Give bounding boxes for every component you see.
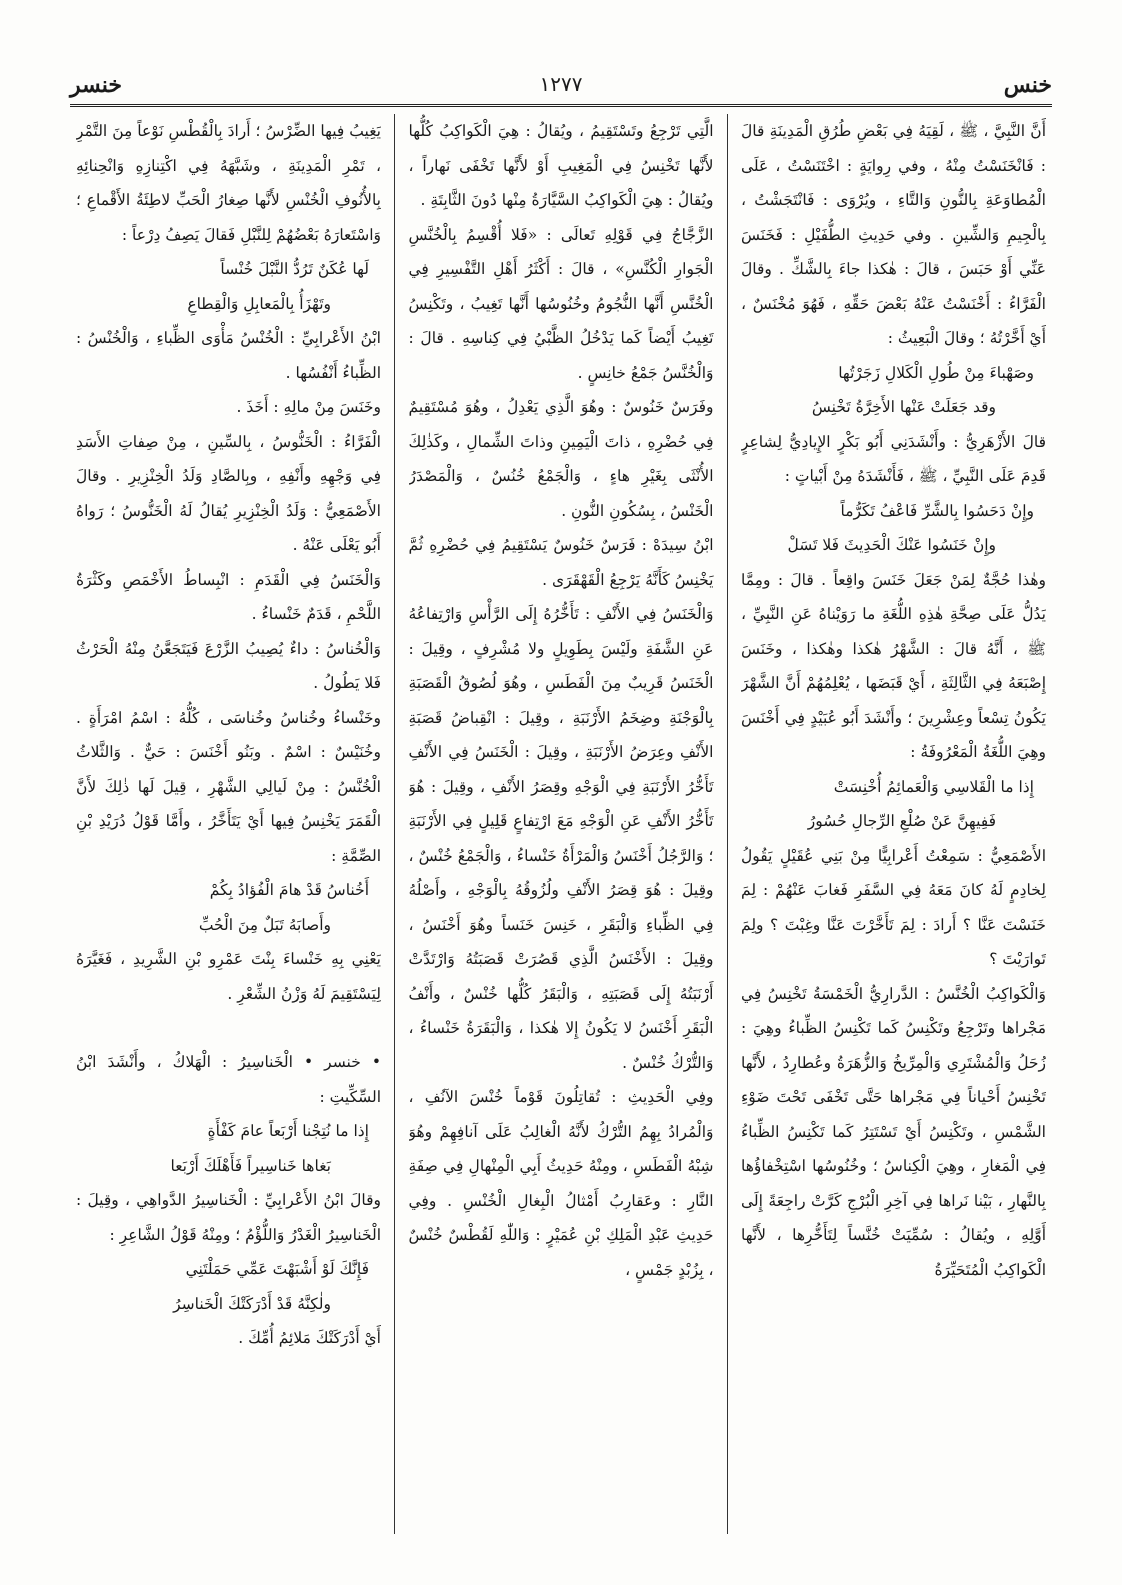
verse-line: وأَصابَهُ تَبَلٌ مِنَ الْحُبِّ [198, 915, 331, 934]
column-divider-left [394, 114, 395, 1534]
page-number: ١٢٧٧ [539, 72, 583, 96]
verse-line: ولٰكِنَّهُ قَدْ أَدْرَكَتْكَ الْخَناسِرُ [173, 1294, 331, 1313]
paragraph: وقالَ ابْنُ الأَعْرابِيِّ : الْخَناسِيرُ الدَّواهِي ، وقِيلَ : الْخَناسِيرُ الْغَدْرُ وَاللُّؤْمُ ؛ ومِنْهُ قَوْلُ الشَّاعِرِ : [76, 1191, 381, 1244]
paragraph: وخَنْساءُ وخُناسُ وخُناسَى ، كُلُّهُ : اسْمُ امْرَأَةٍ . وخُنَيْسٌ : اسْمٌ . وبَنُو أَخْنَسَ : حَيٌّ . وَالثَّلاثُ الْخُنَّسُ : مِنْ لَيالِي الشَّهْرِ ، قِيلَ لَها ذٰلِكَ لأَنَّ الْقَمَرَ يَخْنِسُ فِيها أَيْ يَتَأَخَّرُ ، وأَمَّا قَوْلُ دُرَيْدِ بْنِ الصِّمَّةِ : [76, 708, 381, 865]
paragraph: وَالْخَنَسُ فِي الأَنْفِ : تَأَخُّرُهُ إِلَى الرَّأْسِ وَارْتِفاعُهُ عَنِ الشَّفَةِ ولَيْسَ بِطَوِيلٍ ولا مُشْرِفٍ ، وقِيلَ : الْخَنَسُ قَرِيبٌ مِنَ الْفَطَسِ ، وهُوَ لُصُوقُ الْقَصَبَةِ بِالْوَجْنَةِ وضِخَمُ الأَرْنَبَةِ ، وقِيلَ : انْقِباضُ قَصَبَةِ الأَنْفِ وعِرَضُ الأَرْنَبَةِ ، وقِيلَ : الْخَنَسُ فِي الأَنْفِ تَأَخُّرُ الأَرْنَبَةِ فِي الْوَجْهِ وقِصَرُ الأَنْفِ ، وقِيلَ : هُوَ تَأَخُّرُ الأَنْفِ عَنِ الْوَجْهِ مَعَ ارْتِفاعٍ قَلِيلٍ فِي الأَرْنَبَةِ ؛ وَالرَّجُلُ أَخْنَسُ وَالْمَرْأَةُ خَنْساءُ ، وَالْجَمْعُ خُنْسٌ ، وقِيلَ : هُوَ قِصَرُ الأَنْفِ ولُزُوقُهُ بِالْوَجْهِ ، وأَصْلُهُ فِي الظِّباءِ وَالْبَقَرِ ، خَنِسَ خَنَساً وهُوَ أَخْنَسُ ، وقِيلَ : الأَخْنَسُ الَّذِي قَصُرَتْ قَصَبَتُهُ وَارْتَدَّتْ أَرْنَبَتُهُ إِلَى قَصَبَتِهِ ، وَالْبَقَرُ كُلُّها خُنْسٌ ، وأَنْفُ الْبَقَرِ أَخْنَسُ لا يَكُونُ إِلا هٰكذا ، وَالْبَقَرَةُ خَنْساءُ ، وَالتُّرْكُ خُنْسٌ . [408, 605, 714, 1072]
column-right [741, 114, 1046, 1534]
header-root-word-right: خنس [1003, 72, 1052, 98]
column-divider-right [727, 114, 728, 1534]
text-columns [76, 114, 1046, 1534]
verse-line: وقد جَعَلَتْ عَنْها الأَخِرَّةُ تَخْنِسُ [811, 398, 996, 416]
verse-line: أَخُناسُ قَدْ هامَ الْفُؤادُ بِكُمْ [209, 881, 369, 899]
paragraph: • خنسر • الْخَناسِيرُ : الْهَلاكُ ، وأَنْشَدَ ابْنُ السِّكِّيتِ : [76, 1053, 381, 1106]
verse-line: إِذا ما الْقَلاسِي وَالْعَمائِمُ أُخْنِسَتْ [833, 777, 1034, 796]
column-middle [409, 114, 714, 1534]
paragraph: قالَ الأَزْهَرِيُّ : وأَنْشَدَنِي أَبُو بَكْرٍ الإِيادِيُّ لِشاعِرٍ قَدِمَ عَلَى النَّبِيِّ ، ﷺ ، فَأَنْشَدَهُ مِنْ أَبْياتٍ : [741, 432, 1046, 485]
paragraph: يَعْنِي بِهِ خَنْساءَ بِنْتَ عَمْرِو بْنِ الشَّرِيدِ ، فَغَيَّرَهُ لِيَسْتَقِيمَ لَهُ وَزْنُ الشِّعْرِ . [76, 950, 381, 1003]
verse-line: لَها عُكَنٌ تَرُدُّ النَّبْلَ خُنْساً [220, 260, 369, 278]
paragraph: الزَّجَّاجُ فِي قَوْلِهِ تَعالَى : «فَلا أُقْسِمُ بِالْخُنَّسِ الْجَوارِ الْكُنَّسِ» ، قالَ : أَكْثَرُ أَهْلِ التَّفْسِيرِ فِي الْخُنَّسِ أَنَّها النُّجُومُ وخُنُوسُها أَنَّها تَغِيبُ ، وتَكْنِسُ تَغِيبُ أَيْضاً كَما يَدْخُلُ الظَّبْيُ فِي كِناسِهِ . قالَ : وَالْخُنَّسُ جَمْعُ خانِسٍ . [408, 225, 714, 382]
paragraph: وَالْخَنَسُ فِي الْقَدَمِ : انْبِساطُ الأَخْمَصِ وكَثْرَةُ اللَّحْمِ ، قَدَمٌ خَنْساءُ . [76, 570, 381, 623]
paragraph: الْفَرَّاءُ : الْخَنُّوسُ ، بِالسِّينِ ، مِنْ صِفاتِ الأَسَدِ فِي وَجْهِهِ وأَنْفِهِ ، وبِالصَّادِ وَلَدُ الْخِنْزِيرِ . وقالَ الأَصْمَعِيُّ : وَلَدُ الْخِنْزِيرِ يُقالُ لَهُ الْخَنُّوسُ ؛ رَواهُ أَبُو يَعْلَى عَنْهُ . [76, 432, 381, 554]
verse-line: وتَهْزَأُ بِالْمَعابِلِ وَالْقِطاعِ [187, 294, 331, 313]
verse-line: بَغاها خَناسِيراً فَأَهْلَكَ أَرْبَعا [170, 1156, 331, 1175]
paragraph: وَالْكَواكِبُ الْخُنَّسُ : الدَّرارِيُّ الْخَمْسَةُ تَخْنِسُ فِي مَجْراها وتَرْجِعُ وتَكْنِسُ كَما تَكْنِسُ الظِّباءُ وهِيَ : زُحَلُ وَالْمُشْتَرِي وَالْمِرِّيخُ وَالزُّهَرَةُ وعُطارِدُ ، لأَنَّها تَخْنِسُ أَحْياناً فِي مَجْراها حَتَّى تَخْفَى تَحْتَ ضَوْءِ الشَّمْسِ ، وتَكْنِسُ أَيْ تَسْتَتِرُ كَما تَكْنِسُ الظِّباءُ فِي الْمَغارِ ، وهِيَ الْكِناسُ ؛ وخُنُوسُها اسْتِخْفاؤُها بِالنَّهارِ ، بَيْنا نَراها فِي آخِرِ الْبُرْجِ كَرَّتْ راجِعَةً إِلَى أَوَّلِهِ ، ويُقالُ : سُمِّيَتْ خُنَّساً لِتَأَخُّرِها ، لأَنَّها الْكَواكِبُ الْمُتَحَيِّرَةُ [741, 984, 1046, 1279]
header-rule [70, 104, 1052, 107]
paragraph: ابْنُ سِيدَهْ : فَرَسٌ خَنُوسٌ يَسْتَقِيمُ فِي حُضْرِهِ ثُمَّ يَخْنِسُ كَأَنَّهُ يَرْجِعُ الْقَهْقَرَى . [408, 536, 714, 589]
paragraph: الَّتِي تَرْجِعُ وتَسْتَقِيمُ ، ويُقالُ : هِيَ الْكَواكِبُ كُلُّها لأَنَّها تَخْنِسُ فِي الْمَغِيبِ أَوْ لأَنَّها تَخْفَى نَهاراً ، ويُقالُ : هِيَ الْكَواكِبُ السَّيَّارَةُ مِنْها دُونَ الثَّابِتَةِ . [408, 122, 714, 209]
verse-line: وإِنْ خَنَسُوا عَنْكَ الْحَدِيثَ فَلا تَسَلْ [787, 536, 996, 554]
entry-separator [76, 1011, 381, 1045]
column-left [76, 114, 381, 1534]
paragraph: وهٰذا حُجَّةٌ لِمَنْ جَعَلَ خَنَسَ واقِعاً . قالَ : ومِمَّا يَدُلُّ عَلَى صِحَّةِ هٰذِهِ اللُّغَةِ ما رَوَيْناهُ عَنِ النَّبِيِّ ، ﷺ ، أَنَّهُ قالَ : الشَّهْرُ هٰكذا وهٰكذا ، وخَنَسَ إِصْبَعَهُ فِي الثَّالِثَةِ ، أَيْ قَبَضَها ، يُعْلِمُهُمْ أَنَّ الشَّهْرَ يَكُونُ تِسْعاً وعِشْرِينَ ؛ وأَنْشَدَ أَبُو عُبَيْدٍ فِي أَخْنَسَ وهِيَ اللُّغَةُ الْمَعْرُوفَةُ : [741, 570, 1046, 761]
paragraph: الأَصْمَعِيُّ : سَمِعْتُ أَعْرابِيًّا مِنْ بَنِي عُقَيْلٍ يَقُولُ لِخادِمٍ لَهُ كانَ مَعَهُ فِي السَّفَرِ فَغابَ عَنْهُمْ : لِمَ خَنَسْتَ عَنَّا ؟ أَرادَ : لِمَ تَأَخَّرْتَ عَنَّا وغِبْتَ ؟ ولِمَ تَوارَيْتَ ؟ [741, 846, 1046, 968]
paragraph: أَنَّ النَّبِيَّ ، ﷺ ، لَقِيَهُ فِي بَعْضِ طُرُقِ الْمَدِينَةِ قالَ : فَانْخَنَسْتُ مِنْهُ ، وفي رِوايَةٍ : اخْتَنَسْتُ ، عَلَى الْمُطاوَعَةِ بِالنُّونِ وَالتَّاءِ ، ويُرْوَى : فَانْتَجَشْتُ ، بِالْجِيمِ وَالشِّينِ . وفي حَدِيثِ الطُّفَيْلِ : فَخَنَسَ عَنِّي أَوْ حَبَسَ ، قالَ : هٰكذا جاءَ بِالشَّكِّ . وقالَ الْفَرَّاءُ : أَخْنَسْتُ عَنْهُ بَعْضَ حَقِّهِ ، فَهُوَ مُخْنَسٌ ، أَيْ أَخَّرْتُهُ ؛ وقالَ الْبَعِيثُ : [741, 122, 1046, 347]
paragraph: وفَرَسٌ خَنُوسٌ : وهُوَ الَّذِي يَعْدِلُ ، وهُوَ مُسْتَقِيمٌ فِي حُضْرِهِ ، ذاتَ الْيَمِينِ وذاتَ الشِّمالِ ، وكَذٰلِكَ الأُنْثَى بِغَيْرِ هاءٍ ، وَالْجَمْعُ خُنُسٌ ، وَالْمَصْدَرُ الْخَنْسُ ، بِسُكُونِ النُّونِ . [408, 398, 714, 520]
paragraph: وَالْخُناسُ : داءٌ يُصِيبُ الزَّرْعَ فَيَتَجَعَّنُ مِنْهُ الْحَرْثُ فَلا يَطُولُ . [76, 639, 381, 692]
verse-line: إِذا ما نُتِجْنا أَرْبَعاً عامَ كَفْأَةٍ [207, 1122, 369, 1140]
paragraph: يَغِيبُ فِيها الضِّرْسُ ؛ أَرادَ بِالْقُطْسِ نَوْعاً مِنَ التَّمْرِ ، تَمْرِ الْمَدِينَةِ ، وشَبَّهَهُ فِي اكْتِنازِهِ وَانْحِنائِهِ بِالأُنُوفِ الْخُنْسِ لأَنَّها صِغارُ الْحَبِّ لاطِئَةُ الأَقْماعِ ؛ وَاسْتَعارَهُ بَعْضُهُمْ لِلنَّبْلِ فَقالَ يَصِفُ دِرْعاً : [76, 122, 381, 244]
verse-line: وإِنْ دَحَسُوا بِالشَّرِّ فَاعْفُ تَكَرُّماً [840, 501, 1034, 520]
paragraph: وخَنَسَ مِنْ مالِهِ : أَخَذَ . [236, 398, 381, 416]
verse-line: وصَهْباءَ مِنْ طُولِ الْكَلالِ زَجَرْتُها [838, 363, 1034, 382]
verse-line: فَإِنَّكَ لَوْ أَشْبَهْتَ عَمِّي حَمَلْتَنِي [185, 1260, 369, 1278]
paragraph: وفِي الْحَدِيثِ : تُقاتِلُونَ قَوْماً خُنْسَ الآنُفِ ، وَالْمُرادُ بِهِمُ التُّرْكُ لأَنَّهُ الْغالِبُ عَلَى آنافِهِمْ وهُوَ شِبْهُ الْفَطَسِ ، ومِنْهُ حَدِيثُ أَبِي الْمِنْهالِ فِي صِفَةِ النَّارِ : وعَقارِبُ أَمْثالُ الْبِغالِ الْخُنْسِ . وفِي حَدِيثِ عَبْدِ الْمَلِكِ بْنِ عُمَيْرٍ : وَاللّٰهِ لَقُطْسٌ خُنْسٌ ، بِزُبْدٍ جَمْسٍ ، [408, 1088, 714, 1279]
header-root-word-left: خنسر [70, 72, 123, 98]
paragraph: ابْنُ الأَعْرابِيِّ : الْخُنْسُ مَأْوَى الظِّباءِ ، وَالْخُنْسُ : الظِّباءُ أَنْفُسُها . [76, 329, 381, 382]
paragraph: أَيْ أَدْرَكَتْكَ مَلائِمُ أُمِّكَ . [238, 1329, 381, 1347]
page-header [70, 72, 1052, 106]
verse-line: فَفِيهِنَّ عَنْ صُلْعِ الرِّجالِ حُسُورُ [807, 812, 996, 830]
